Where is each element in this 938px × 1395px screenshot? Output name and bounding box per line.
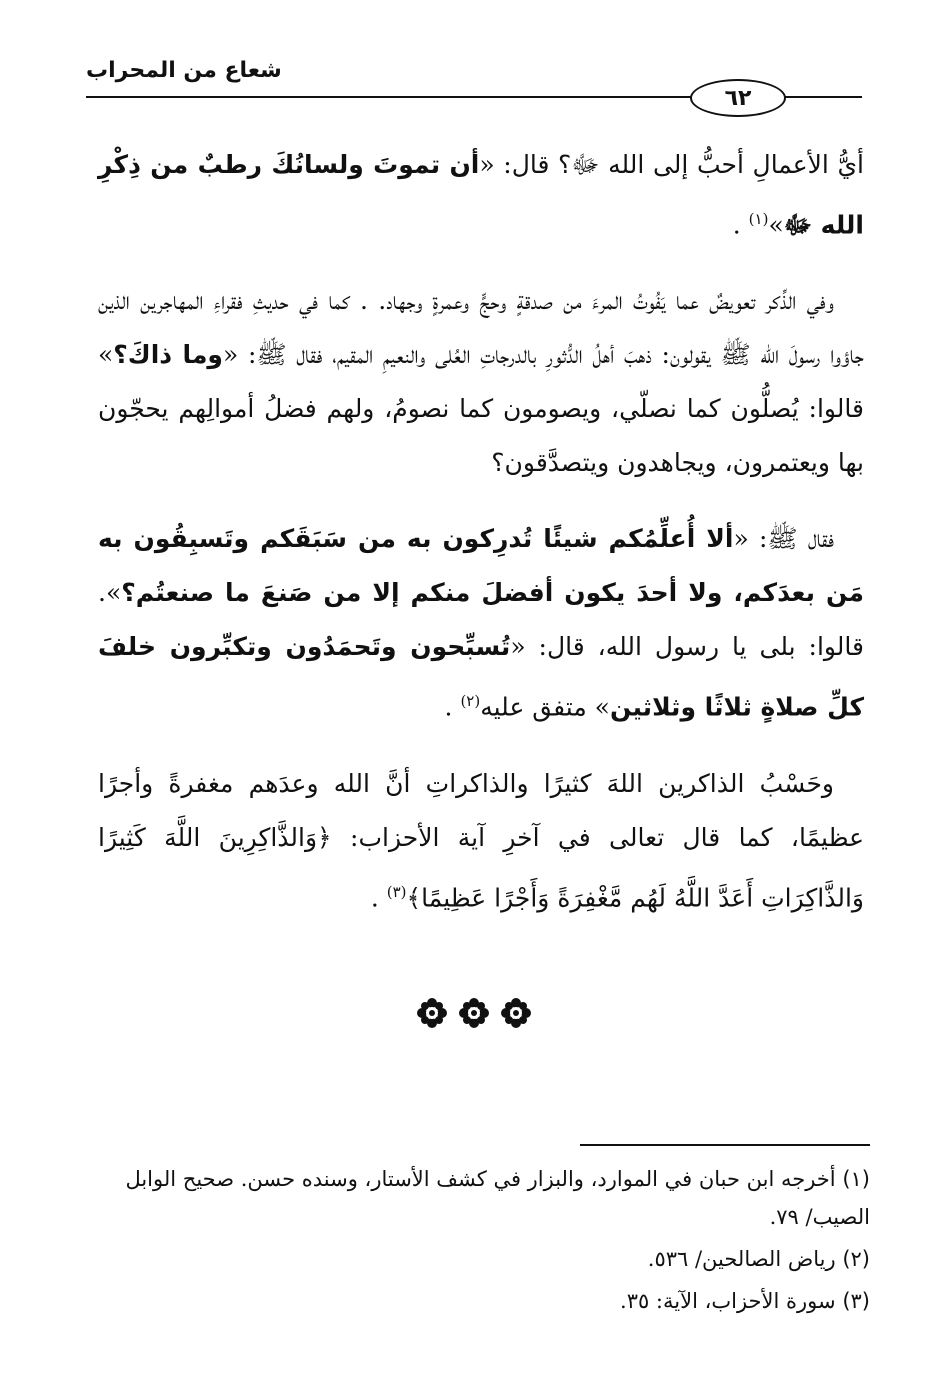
main-text <box>98 138 864 947</box>
paragraph-3-part-2: ألا أُعلِّمُكم شيئًا تُدرِكون به من سَبَقَكم وتَسبِقُون به مَن بعدَكم، ولا أحدَ يكون أفضلَ منكم إلا من صَنعَ ما صنعتُم؟ <box>98 524 864 608</box>
paragraph-3-part-3: ». قالوا: بلى يا رسول الله، قال: « <box>98 578 864 662</box>
footnote-mark-1[interactable]: (١) <box>748 210 769 228</box>
paragraph-1-part-2: أن تموتَ ولسانُكَ رطبٌ من ذِكْرِ الله ﷻ <box>98 150 864 240</box>
footnote-2 <box>98 1240 870 1278</box>
footnote-1-number: (١) <box>842 1167 870 1191</box>
footnote-rule <box>580 1144 870 1146</box>
running-title: شعاع من المحراب <box>86 58 282 83</box>
footnote-1 <box>98 1160 870 1236</box>
paragraph-3-part-1: فقال ﷺ: « <box>733 524 834 554</box>
paragraph-4-part-1: وحَسْبُ الذاكرين اللهَ كثيرًا والذاكراتِ أنَّ الله وعدَهم مغفرةً وأجرًا عظيمًا، كما قال تعالى في آخرِ آية الأحزاب: ﴿وَالذَّاكِرِينَ اللَّهَ كَثِيرًا وَالذَّاكِرَاتِ أَعَدَّ اللَّهُ لَهُم مَّغْفِرَةً وَأَجْرًا عَظِيمًا﴾ <box>98 768 864 912</box>
paragraph-4 <box>98 757 864 925</box>
flower-ornament-icon <box>416 997 448 1029</box>
paragraph-3-part-5: » متفق عليه <box>480 692 610 722</box>
footnote-3-number: (٣) <box>842 1289 870 1313</box>
paragraph-3-part-4: تُسبِّحون وتَحمَدُون وتكبِّرون خلفَ كلِّ صلاةٍ ثلاثًا وثلاثين <box>98 632 864 722</box>
paragraph-1 <box>98 138 864 252</box>
paragraph-2 <box>98 274 864 490</box>
paragraph-1-part-3: » <box>768 210 784 240</box>
flower-ornament-icon <box>458 997 490 1029</box>
page-number: ٦٢ <box>724 85 752 111</box>
section-separator <box>414 996 534 1030</box>
flower-ornament-icon <box>500 997 532 1029</box>
footnote-3-text: سورة الأحزاب، الآية: ٣٥. <box>620 1289 836 1313</box>
paragraph-1-part-1: أيُّ الأعمالِ أحبُّ إلى الله ﷻ؟ قال: « <box>479 150 864 179</box>
footnote-2-number: (٢) <box>842 1247 870 1271</box>
footnotes <box>98 1160 870 1324</box>
paragraph-3-end: . <box>444 692 461 722</box>
paragraph-2-part-3: » قالوا: يُصلُّون كما نصلّي، ويصومون كما نصومُ، ولهم فضلُ أموالِهم يحجّون بها ويعتمرون، ويجاهدون ويتصدَّقون؟ <box>98 340 864 478</box>
footnote-3 <box>98 1282 870 1320</box>
paragraph-3 <box>98 512 864 734</box>
paragraph-4-end: . <box>370 882 387 912</box>
footnote-1-text: أخرجه ابن حبان في الموارد، والبزار في كشف الأستار، وسنده حسن. صحيح الوابل الصيب/ ٧٩. <box>125 1167 870 1229</box>
paragraph-2-part-1: وفي الذِّكر تعويضٌ عما يَفُوتُ المرءَ من صدقةٍ وحجٍّ وعمرةٍ وجهاد. . كما في حديثِ فقراءِ المهاجرين الذين جاؤوا رسولَ الله ﷺ يقولون: ذهبَ أهلُ الدُّثورِ بالدرجاتِ العُلى والنعيمِ المقيم، فقال ﷺ: « <box>98 286 864 370</box>
page-number-badge <box>690 79 786 117</box>
paragraph-2-part-2: وما ذاكَ؟ <box>113 340 223 370</box>
paragraph-1-end: . <box>732 210 749 240</box>
footnote-2-text: رياض الصالحين/ ٥٣٦. <box>647 1247 836 1271</box>
footnote-mark-3[interactable]: (٣) <box>386 882 407 901</box>
footnote-mark-2[interactable]: (٢) <box>460 692 481 711</box>
